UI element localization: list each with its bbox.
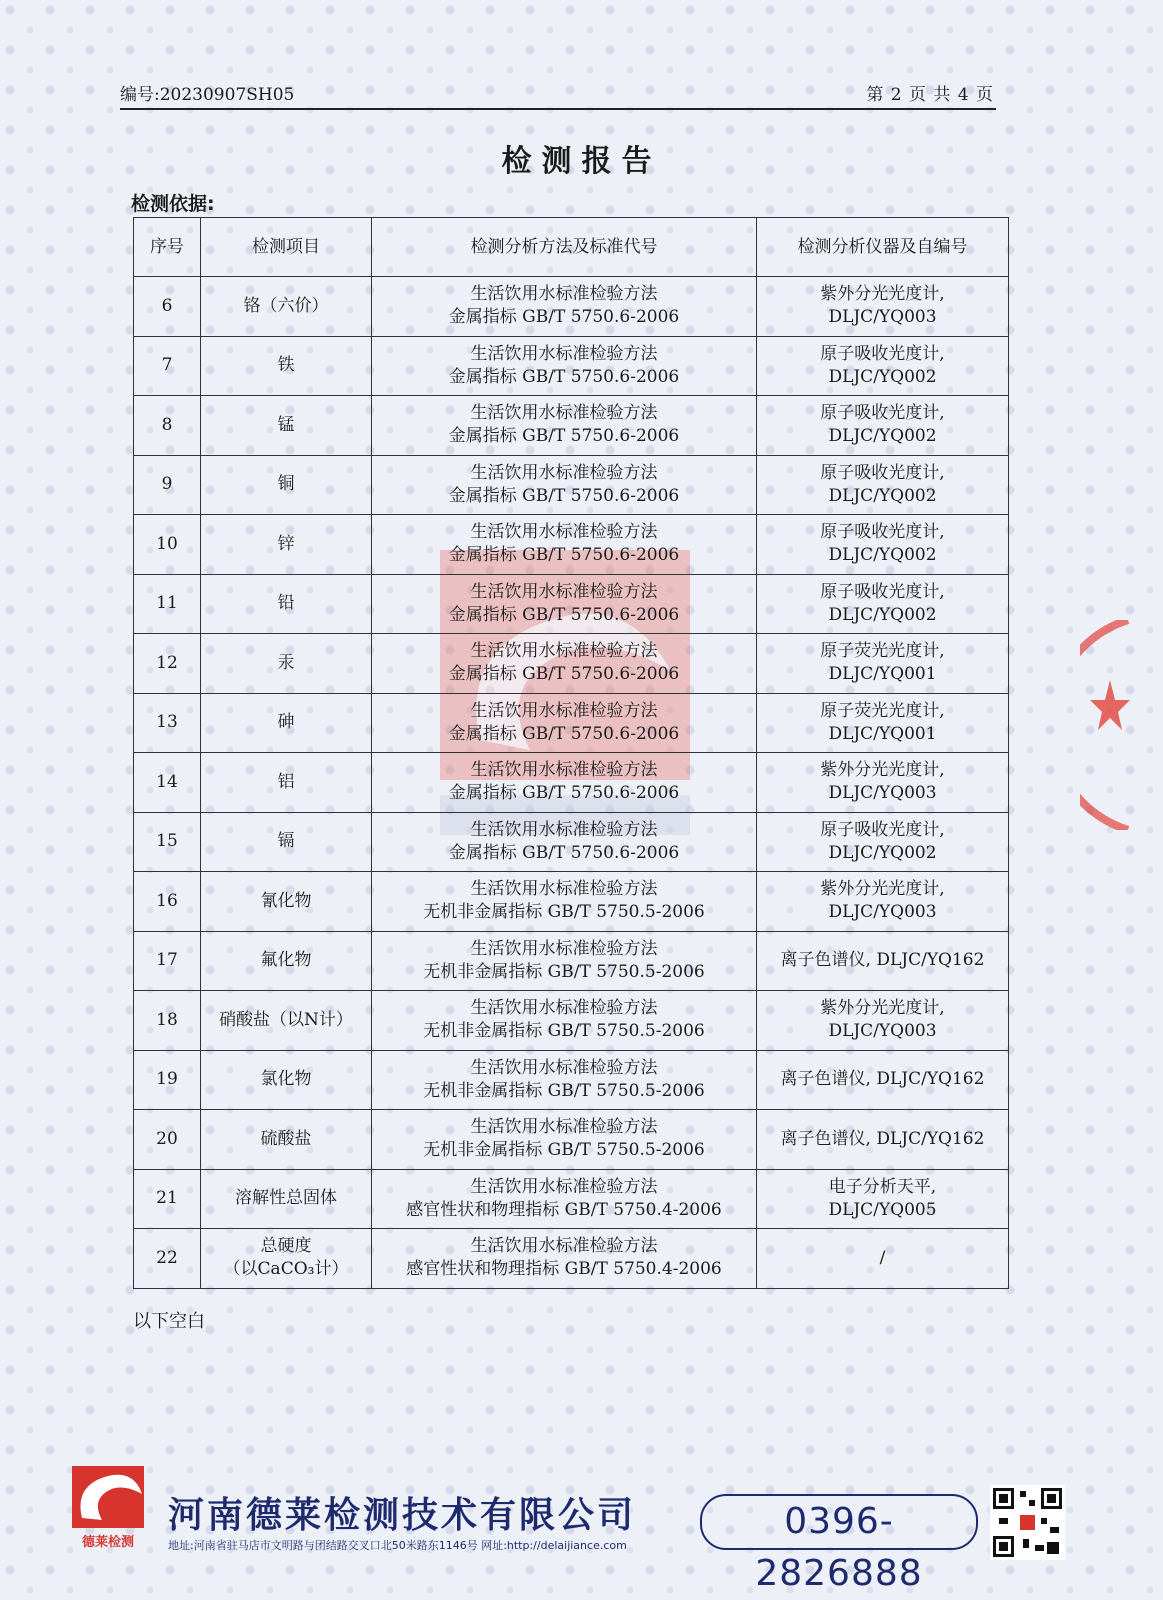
method-line: 金属指标 GB/T 5750.6-2006 [448,783,680,804]
serial-no-cell: 12 [134,634,201,694]
instrument-cell [757,396,1009,456]
method-cell [372,1050,757,1110]
test-item-cell [201,931,372,991]
table-row [134,753,1009,813]
test-item-line: 硫酸盐 [260,1128,312,1149]
method-cell [372,1110,757,1170]
instrument-line: DLJC/YQ005 [828,1199,937,1220]
serial-no-cell: 7 [134,336,201,396]
method-line: 生活饮用水标准检验方法 [470,462,658,483]
table-row [134,1169,1009,1229]
company-name: 河南德莱检测技术有限公司 [168,1495,637,1536]
test-item-line: 铬（六价） [243,295,329,316]
method-line: 感官性状和物理指标 GB/T 5750.4-2006 [406,1199,722,1220]
test-item-line: 锰 [277,414,295,435]
method-line: 金属指标 GB/T 5750.6-2006 [448,426,680,447]
test-item-cell [201,634,372,694]
method-line: 无机非金属指标 GB/T 5750.5-2006 [423,1140,705,1161]
header-instrument: 检测分析仪器及自编号 [757,218,1009,277]
instrument-line: 离子色谱仪, DLJC/YQ162 [780,1128,985,1149]
instrument-line: DLJC/YQ003 [828,1021,937,1042]
method-cell [372,455,757,515]
report-header [120,78,996,110]
method-line: 生活饮用水标准检验方法 [470,581,658,602]
instrument-line: 原子吸收光度计, [820,343,945,364]
instrument-cell [757,872,1009,932]
method-cell [372,1169,757,1229]
page-number-info: 第 2 页 共 4 页 [866,85,994,105]
serial-no-cell: 13 [134,693,201,753]
company-logo-icon [68,1460,148,1550]
instrument-line: 原子吸收光度计, [820,403,945,424]
company-phone: 0396-2826888 [700,1494,978,1550]
instrument-cell [757,753,1009,813]
method-line: 金属指标 GB/T 5750.6-2006 [448,366,680,387]
method-line: 无机非金属指标 GB/T 5750.5-2006 [423,961,705,982]
method-line: 生活饮用水标准检验方法 [470,819,658,840]
instrument-line: / [879,1247,886,1268]
method-cell [372,872,757,932]
method-line: 生活饮用水标准检验方法 [470,1117,658,1138]
table-row [134,693,1009,753]
table-row [134,336,1009,396]
method-cell [372,634,757,694]
method-line: 生活饮用水标准检验方法 [470,760,658,781]
test-item-line: 硝酸盐（以N计） [219,1009,353,1030]
instrument-line: DLJC/YQ002 [828,604,937,625]
test-item-line: 铁 [277,355,295,376]
method-cell [372,515,757,575]
logo-text: 德莱检测 [81,1535,135,1550]
instrument-line: 原子吸收光度计, [820,819,945,840]
serial-no-cell: 10 [134,515,201,575]
test-item-line: 铅 [277,593,295,614]
table-row [134,931,1009,991]
serial-no-cell: 18 [134,991,201,1051]
serial-no-cell: 16 [134,872,201,932]
serial-no-cell: 11 [134,574,201,634]
method-line: 金属指标 GB/T 5750.6-2006 [448,307,680,328]
serial-no-cell: 14 [134,753,201,813]
method-line: 感官性状和物理指标 GB/T 5750.4-2006 [406,1259,722,1280]
table-row [134,812,1009,872]
instrument-line: 原子吸收光度计, [820,522,945,543]
instrument-cell [757,931,1009,991]
serial-no-cell: 17 [134,931,201,991]
instrument-cell [757,1110,1009,1170]
instrument-cell [757,812,1009,872]
method-line: 金属指标 GB/T 5750.6-2006 [448,604,680,625]
test-item-line: 氟化物 [260,950,312,971]
method-line: 生活饮用水标准检验方法 [470,700,658,721]
test-methods-table [133,217,1009,1289]
test-item-line: 铜 [277,474,295,495]
test-item-cell [201,693,372,753]
test-item-line: 氯化物 [260,1069,312,1090]
test-item-line: 镉 [277,831,295,852]
test-item-cell [201,1110,372,1170]
method-line: 生活饮用水标准检验方法 [470,938,658,959]
test-item-cell [201,872,372,932]
method-line: 生活饮用水标准检验方法 [470,998,658,1019]
serial-no-cell: 6 [134,277,201,337]
instrument-line: DLJC/YQ002 [828,485,937,506]
method-line: 金属指标 GB/T 5750.6-2006 [448,723,680,744]
table-row [134,634,1009,694]
serial-no-cell: 8 [134,396,201,456]
method-cell [372,753,757,813]
instrument-line: 紫外分光光度计, [820,879,945,900]
method-line: 生活饮用水标准检验方法 [470,343,658,364]
table-header-row [134,218,1009,277]
method-line: 生活饮用水标准检验方法 [470,1057,658,1078]
report-title: 检测报告 [501,144,662,179]
instrument-cell [757,574,1009,634]
table-row [134,1110,1009,1170]
test-item-cell [201,396,372,456]
method-cell [372,812,757,872]
table-row [134,1229,1009,1289]
instrument-cell [757,991,1009,1051]
test-item-cell [201,753,372,813]
method-line: 生活饮用水标准检验方法 [470,641,658,662]
instrument-cell [757,515,1009,575]
table-row [134,574,1009,634]
method-line: 无机非金属指标 GB/T 5750.5-2006 [423,1080,705,1101]
method-line: 生活饮用水标准检验方法 [470,1236,658,1257]
instrument-line: 离子色谱仪, DLJC/YQ162 [780,950,985,971]
method-line: 无机非金属指标 GB/T 5750.5-2006 [423,1021,705,1042]
document-number: 编号:20230907SH05 [120,85,295,105]
test-item-cell [201,812,372,872]
serial-no-cell: 20 [134,1110,201,1170]
test-item-cell [201,277,372,337]
method-line: 生活饮用水标准检验方法 [470,1176,658,1197]
test-item-line: 铝 [277,771,295,792]
instrument-line: 紫外分光光度计, [820,284,945,305]
header-method-standard: 检测分析方法及标准代号 [372,218,757,277]
method-line: 无机非金属指标 GB/T 5750.5-2006 [423,902,705,923]
company-address: 地址:河南省驻马店市文明路与团结路交叉口北50米路东1146号 网址:http://delaijiance.com [168,1539,627,1552]
instrument-line: 原子荧光光度计, [820,641,945,662]
test-item-line: 砷 [277,712,295,733]
blank-below-note: 以下空白 [133,1311,205,1332]
serial-no-cell: 22 [134,1229,201,1289]
method-cell [372,336,757,396]
instrument-line: DLJC/YQ003 [828,307,937,328]
instrument-cell [757,1169,1009,1229]
table-row [134,991,1009,1051]
instrument-line: DLJC/YQ001 [828,723,937,744]
method-cell [372,277,757,337]
instrument-line: DLJC/YQ002 [828,545,937,566]
test-basis-label: 检测依据: [131,193,215,215]
method-cell [372,991,757,1051]
test-item-cell [201,515,372,575]
test-item-cell [201,1050,372,1110]
instrument-line: 离子色谱仪, DLJC/YQ162 [780,1069,985,1090]
qr-code-icon [990,1485,1065,1560]
method-cell [372,693,757,753]
instrument-line: 原子吸收光度计, [820,462,945,483]
instrument-cell [757,693,1009,753]
serial-no-cell: 15 [134,812,201,872]
instrument-cell [757,1229,1009,1289]
method-cell [372,396,757,456]
table-row [134,515,1009,575]
serial-no-cell: 19 [134,1050,201,1110]
method-cell [372,574,757,634]
method-line: 生活饮用水标准检验方法 [470,522,658,543]
test-item-cell [201,336,372,396]
test-item-line: （以CaCO₃计） [223,1259,349,1280]
table-row [134,1050,1009,1110]
header-serial-no: 序号 [134,218,201,277]
test-item-cell [201,991,372,1051]
method-line: 金属指标 GB/T 5750.6-2006 [448,664,680,685]
serial-no-cell: 21 [134,1169,201,1229]
method-line: 金属指标 GB/T 5750.6-2006 [448,485,680,506]
instrument-line: DLJC/YQ003 [828,783,937,804]
table-row [134,455,1009,515]
test-item-cell [201,455,372,515]
method-line: 金属指标 GB/T 5750.6-2006 [448,842,680,863]
test-item-line: 总硬度 [260,1236,312,1257]
instrument-line: 原子吸收光度计, [820,581,945,602]
instrument-cell [757,336,1009,396]
test-item-line: 汞 [277,652,295,673]
instrument-line: 紫外分光光度计, [820,760,945,781]
header-test-item: 检测项目 [201,218,372,277]
instrument-cell [757,277,1009,337]
instrument-line: DLJC/YQ001 [828,664,937,685]
instrument-line: DLJC/YQ003 [828,902,937,923]
instrument-cell [757,634,1009,694]
instrument-line: DLJC/YQ002 [828,366,937,387]
serial-no-cell: 9 [134,455,201,515]
instrument-line: DLJC/YQ002 [828,842,937,863]
test-item-line: 溶解性总固体 [235,1188,337,1209]
table-row [134,277,1009,337]
test-item-cell [201,574,372,634]
method-line: 生活饮用水标准检验方法 [470,403,658,424]
instrument-cell [757,455,1009,515]
table-row [134,872,1009,932]
method-line: 生活饮用水标准检验方法 [470,879,658,900]
table-row [134,396,1009,456]
instrument-line: 紫外分光光度计, [820,998,945,1019]
method-cell [372,931,757,991]
instrument-cell [757,1050,1009,1110]
method-line: 金属指标 GB/T 5750.6-2006 [448,545,680,566]
test-item-line: 氰化物 [260,890,312,911]
instrument-line: 原子荧光光度计, [820,700,945,721]
method-line: 生活饮用水标准检验方法 [470,284,658,305]
instrument-line: DLJC/YQ002 [828,426,937,447]
test-item-cell [201,1229,372,1289]
method-cell [372,1229,757,1289]
test-item-cell [201,1169,372,1229]
test-item-line: 锌 [277,533,295,554]
instrument-line: 电子分析天平, [828,1176,937,1197]
